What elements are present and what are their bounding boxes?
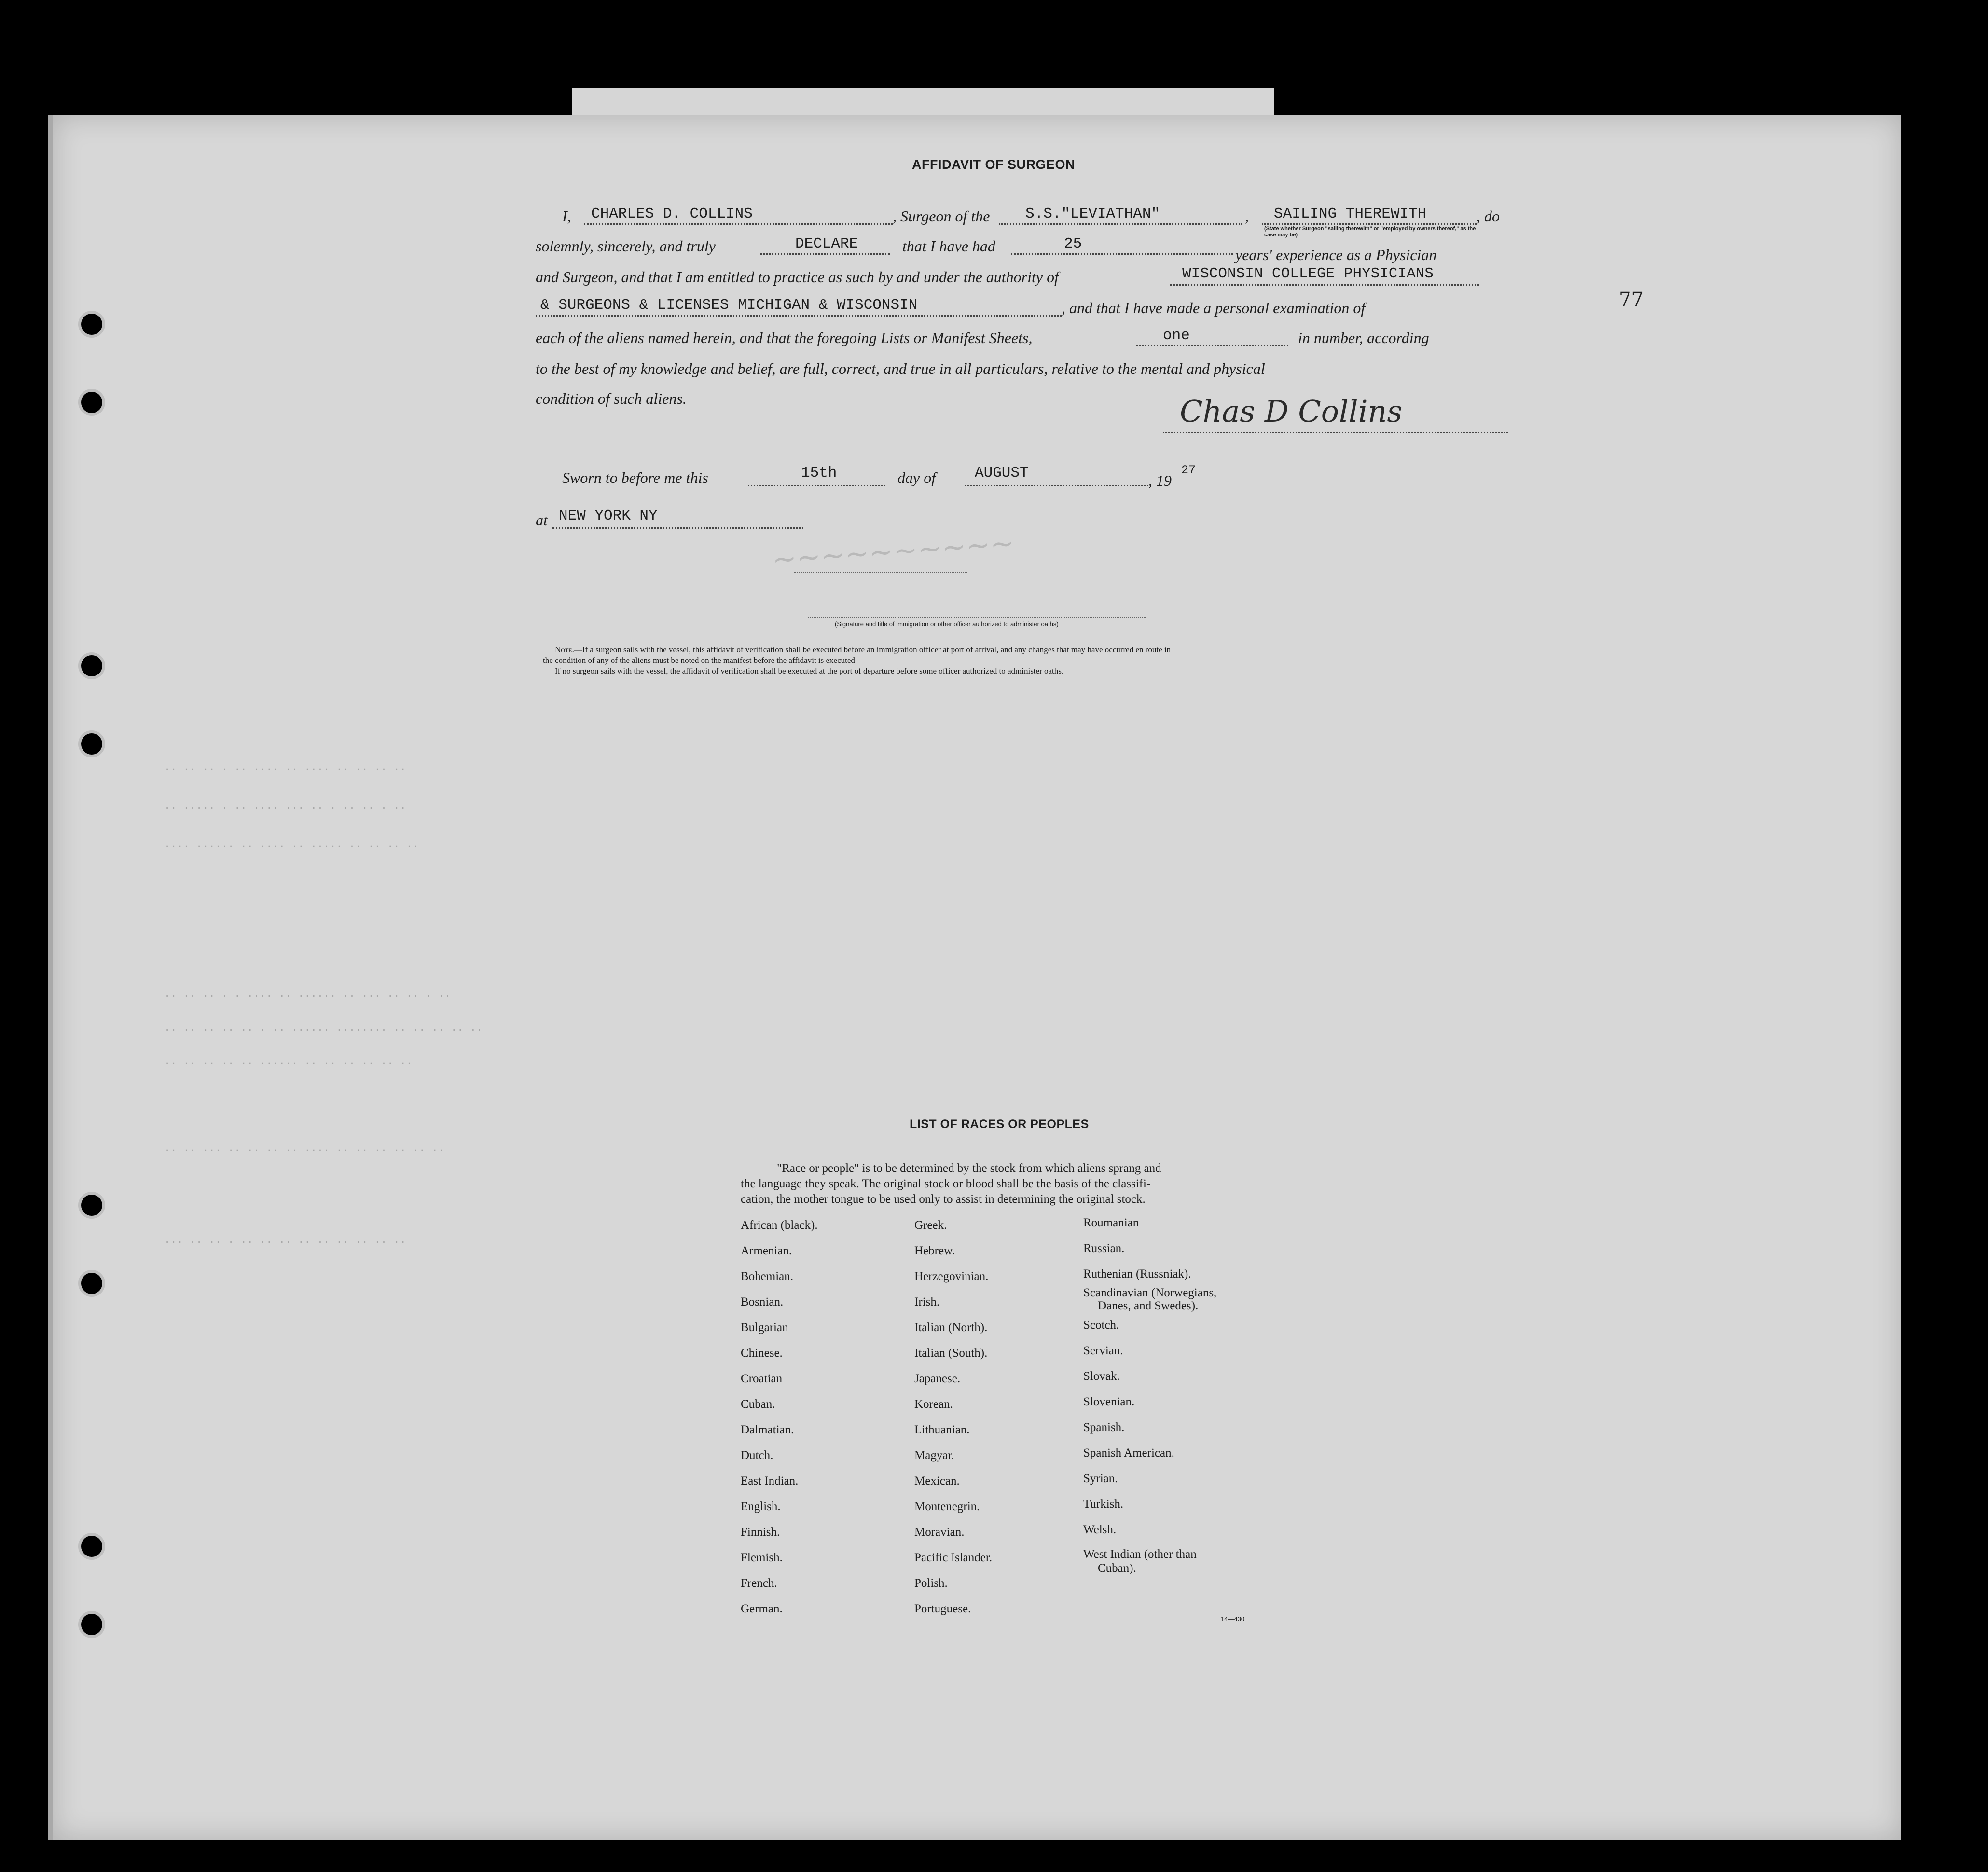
- surgeon-status: SAILING THEREWITH: [1274, 206, 1427, 222]
- bleed-through-row: .. .. .. .. .. . .. ...... ........ .. .. .. .. ..: [164, 1022, 483, 1034]
- race-item: Slovak.: [1083, 1370, 1120, 1383]
- races-intro-2: the language they speak. The original stock or blood shall be the basis of the classifi-: [741, 1177, 1151, 1190]
- text-do: , do: [1477, 207, 1500, 225]
- surgeon-signature: Chas D Collins: [1180, 394, 1403, 429]
- race-item: Korean.: [914, 1398, 953, 1411]
- race-item: Spanish.: [1083, 1421, 1125, 1434]
- punch-hole: [81, 1536, 102, 1557]
- text-at: at: [536, 511, 548, 529]
- races-intro-1: "Race or people" is to be determined by the stock from which aliens sprang and: [777, 1162, 1161, 1175]
- text-best: to the best of my knowledge and belief, are full, correct, and true in all particulars, relative to the mental and physical: [536, 360, 1265, 377]
- race-item: Italian (North).: [914, 1321, 988, 1334]
- bleed-through-row: .... ...... .. .... .. ..... .. .. .. ..: [164, 839, 419, 851]
- text-condition: condition of such aliens.: [536, 390, 687, 407]
- race-item: Finnish.: [741, 1526, 780, 1539]
- race-item: Irish.: [914, 1295, 940, 1308]
- race-item: Herzegovinian.: [914, 1270, 989, 1283]
- bleed-through-row: ... .. .. . .. .. .. .. .. .. .. .. ..: [164, 1234, 406, 1246]
- race-item: Bohemian.: [741, 1270, 794, 1283]
- race-item: Bosnian.: [741, 1295, 784, 1308]
- race-item: Chinese.: [741, 1347, 783, 1360]
- race-item: Cuban).: [1098, 1562, 1136, 1575]
- text-personal-exam: , and that I have made a personal examination of: [1062, 299, 1366, 317]
- race-item: East Indian.: [741, 1474, 799, 1487]
- surgeon-name: CHARLES D. COLLINS: [591, 206, 753, 222]
- authority-line-2: & SURGEONS & LICENSES MICHIGAN & WISCONSIN: [540, 297, 918, 314]
- race-item: Magyar.: [914, 1449, 954, 1462]
- race-item: Ruthenian (Russniak).: [1083, 1267, 1191, 1280]
- race-item: Greek.: [914, 1219, 947, 1232]
- race-item: Syrian.: [1083, 1472, 1118, 1485]
- officer-caption: (Signature and title of immigration or other officer authorized to administer oaths): [835, 620, 1059, 628]
- race-item: English.: [741, 1500, 781, 1513]
- text-solemnly: solemnly, sincerely, and truly: [536, 237, 716, 255]
- race-item: Moravian.: [914, 1526, 965, 1539]
- race-item: French.: [741, 1577, 777, 1590]
- text-day-of: day of: [897, 469, 936, 486]
- authority-line-1: WISCONSIN COLLEGE PHYSICIANS: [1182, 265, 1434, 282]
- races-column-1: [741, 1212, 818, 1622]
- race-item: Croatian: [741, 1372, 783, 1385]
- note-line-1: Note.—If a surgeon sails with the vessel, this affidavit of verification shall be executed before an immigration officer at port of arrival, and any changes that may have occurred en route in: [555, 645, 1171, 654]
- race-item: Pacific Islander.: [914, 1551, 993, 1564]
- form-number: 14—430: [1221, 1615, 1245, 1623]
- declare-word: DECLARE: [795, 235, 858, 252]
- status-note: (State whether Surgeon "sailing therewith" or "employed by owners thereof," as the case may be): [1264, 226, 1476, 238]
- bleed-through-row: .. ..... . .. .... ... .. . .. .. . ..: [164, 800, 406, 812]
- race-item: Danes, and Swedes).: [1098, 1299, 1199, 1312]
- years-experience: 25: [1064, 235, 1082, 252]
- race-item: Scotch.: [1083, 1319, 1119, 1332]
- text-comma: ,: [1245, 207, 1249, 225]
- race-item: Servian.: [1083, 1344, 1123, 1357]
- race-item: Slovenian.: [1083, 1395, 1135, 1408]
- bleed-through-row: .. .. .. . . .... .. ...... .. ... .. .. . ..: [164, 988, 451, 1000]
- race-item: Roumanian: [1083, 1216, 1139, 1229]
- race-item: Italian (South).: [914, 1347, 988, 1360]
- text-years-exp: years' experience as a Physician: [1235, 246, 1437, 263]
- race-item: Armenian.: [741, 1244, 792, 1257]
- note-line-2: the condition of any of the aliens must be noted on the manifest before the affidavit is executed.: [543, 656, 857, 665]
- margin-number: 77: [1619, 289, 1643, 311]
- race-item: Montenegrin.: [914, 1500, 980, 1513]
- race-item: Hebrew.: [914, 1244, 955, 1257]
- races-column-2: [914, 1212, 992, 1622]
- race-item: West Indian (other than: [1083, 1548, 1197, 1561]
- sheet-count: one: [1163, 327, 1190, 344]
- bleed-through-row: .. .. ... .. .. .. .. .... .. .. .. .. .. ..: [164, 1142, 444, 1155]
- race-item: Scandinavian (Norwegians,: [1083, 1286, 1217, 1299]
- text-that-had: that I have had: [902, 237, 995, 255]
- text-in-number: in number, according: [1298, 329, 1429, 346]
- text-each: each of the aliens named herein, and that the foregoing Lists or Manifest Sheets,: [536, 329, 1033, 346]
- faint-stamp: ~~~~~~~~~~: [771, 526, 1016, 577]
- bleed-through-row: .. .. .. . .. .... .. .... .. .. .. ..: [164, 761, 406, 773]
- races-intro-3: cation, the mother tongue to be used only to assist in determining the original stock.: [741, 1193, 1146, 1206]
- races-title: LIST OF RACES OR PEOPLES: [910, 1117, 1089, 1131]
- race-item: Flemish.: [741, 1551, 783, 1564]
- ship-name: S.S."LEVIATHAN": [1025, 206, 1160, 222]
- text-surgeon-of: , Surgeon of the: [893, 207, 990, 225]
- race-item: Welsh.: [1083, 1523, 1117, 1536]
- race-item: Cuban.: [741, 1398, 775, 1411]
- race-item: Bulgarian: [741, 1321, 788, 1334]
- sworn-month: AUGUST: [975, 465, 1029, 482]
- race-item: Lithuanian.: [914, 1423, 970, 1436]
- punch-hole: [81, 1614, 102, 1635]
- race-item: African (black).: [741, 1219, 818, 1232]
- race-item: Portuguese.: [914, 1602, 971, 1615]
- punch-hole: [81, 733, 102, 755]
- race-item: Dutch.: [741, 1449, 773, 1462]
- text-and-surgeon: and Surgeon, and that I am entitled to practice as such by and under the authority of: [536, 268, 1059, 286]
- races-column-3: [1083, 1210, 1216, 1575]
- race-item: German.: [741, 1602, 783, 1615]
- punch-hole: [81, 392, 102, 413]
- sworn-place: NEW YORK NY: [559, 508, 658, 524]
- text-year-prefix: , 19: [1148, 472, 1172, 489]
- note-line-3: If no surgeon sails with the vessel, the affidavit of verification shall be executed at the port of departure before some officer authorized to administer oaths.: [555, 666, 1064, 675]
- affidavit-title: AFFIDAVIT OF SURGEON: [912, 157, 1075, 172]
- race-item: Dalmatian.: [741, 1423, 794, 1436]
- race-item: Spanish American.: [1083, 1446, 1174, 1459]
- sworn-year: 27: [1181, 463, 1196, 477]
- race-item: Turkish.: [1083, 1498, 1124, 1511]
- punch-hole: [81, 655, 102, 676]
- race-item: Mexican.: [914, 1474, 960, 1487]
- punch-hole: [81, 1273, 102, 1294]
- punch-hole: [81, 1195, 102, 1216]
- punch-hole: [81, 314, 102, 335]
- text-i: I,: [562, 207, 571, 225]
- race-item: Russian.: [1083, 1242, 1125, 1255]
- race-item: Polish.: [914, 1577, 948, 1590]
- text-sworn: Sworn to before me this: [562, 469, 708, 486]
- sworn-day: 15th: [801, 465, 837, 482]
- bleed-through-row: .. .. .. .. .. ...... .. .. .. .. .. ..: [164, 1056, 413, 1068]
- document-page: [48, 115, 1901, 1840]
- race-item: Japanese.: [914, 1372, 961, 1385]
